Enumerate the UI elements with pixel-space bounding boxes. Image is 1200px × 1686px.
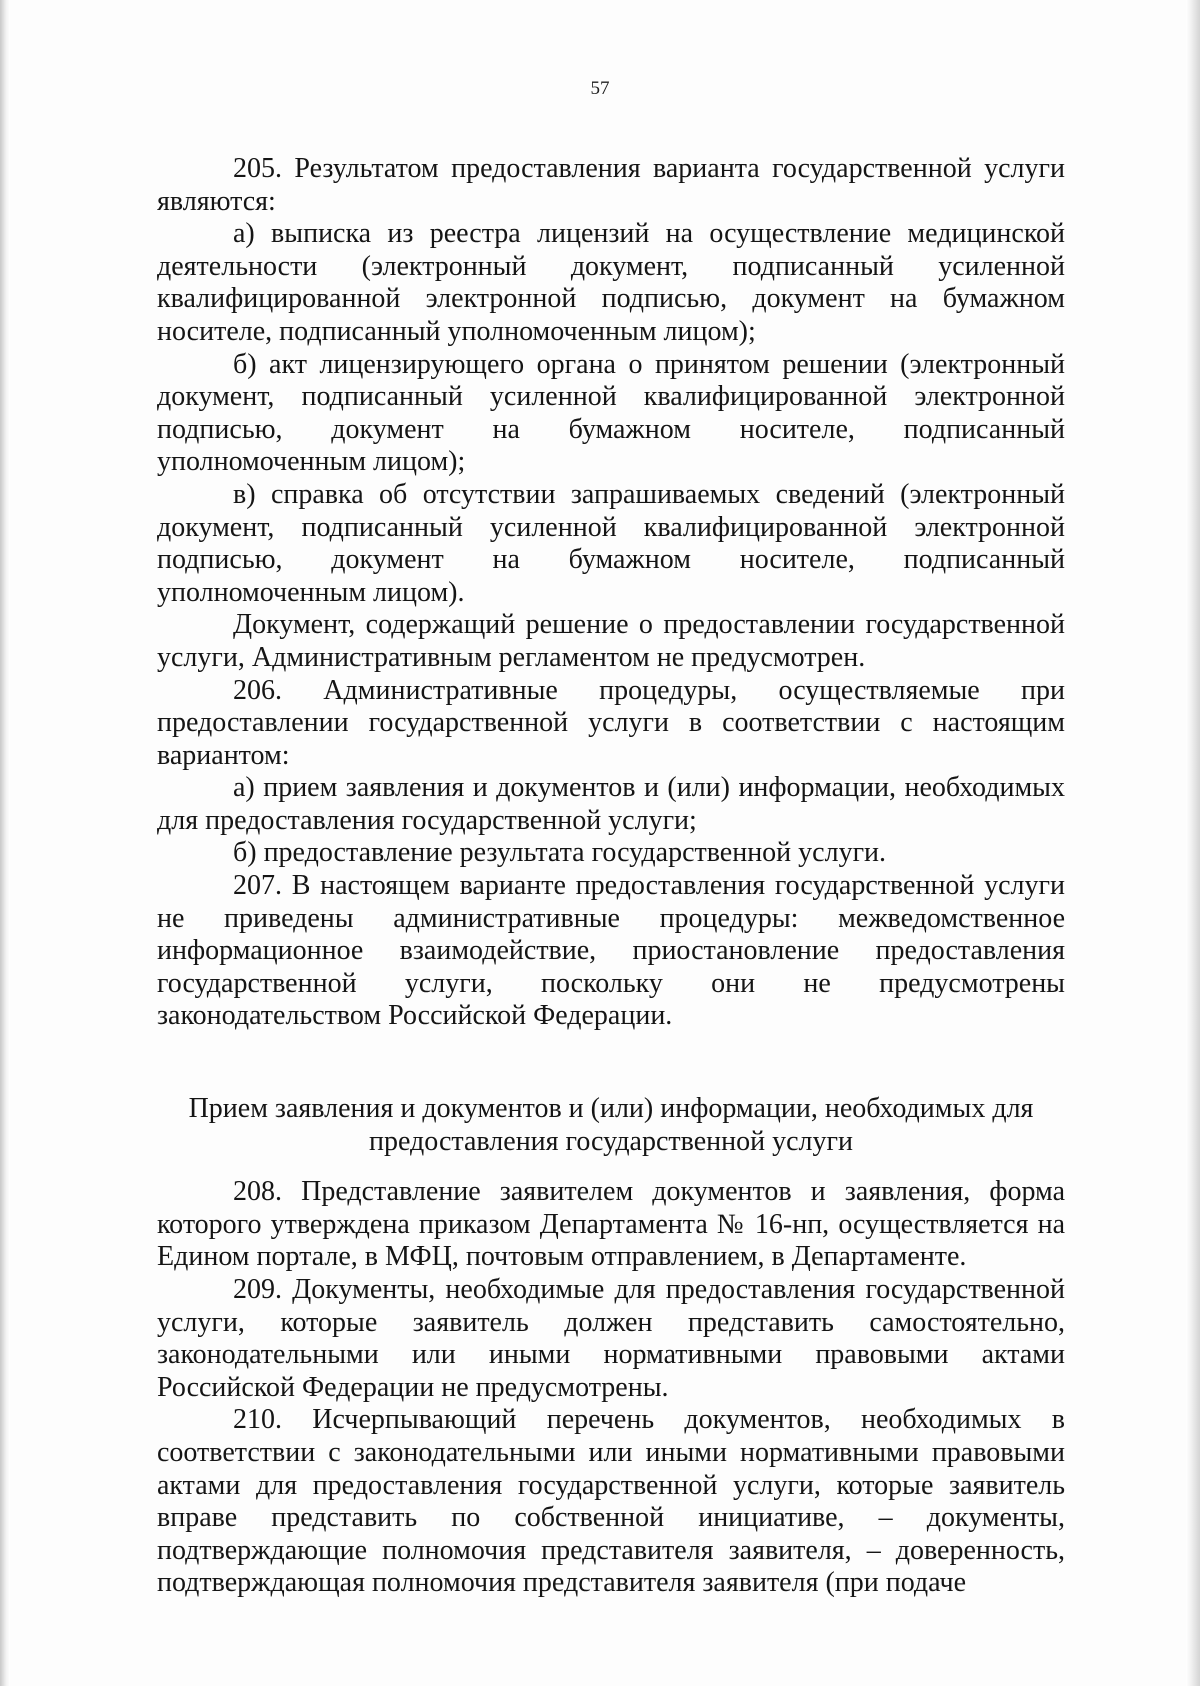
paragraph-205: 205. Результатом предоставления варианта государственной услуги являются: [157,153,1065,217]
page-number: 57 [590,78,610,99]
paragraph-205-v: в) справка об отсутствии запрашиваемых сведений (электронный документ, подписанный усиленной квалифицированной электронной подписью, документ на бумажном носителе, подписанный уполномоченным лицом). [157,478,1065,608]
paragraph-206-a: а) прием заявления и документов и (или) информации, необходимых для предоставления государственной услуги; [157,772,1065,836]
paragraph-205-a: а) выписка из реестра лицензий на осуществление медицинской деятельности (электронный документ, подписанный усиленной квалифицированной электронной подписью, документ на бумажном носителе, подписанный уполномоченным лицом); [157,218,1065,347]
section-heading: Прием заявления и документов и (или) информации, необходимых для предоставления государственной услуги [188,1093,1034,1157]
paragraph-209: 209. Документы, необходимые для предоставления государственной услуги, которые заявитель должен представить самостоятельно, законодательными или иными нормативными правовыми актами Российской Федерации не предусмотрены. [157,1274,1065,1403]
paragraph-206: 206. Административные процедуры, осуществляемые при предоставлении государственной услуги в соответствии с настоящим вариантом: [157,674,1065,771]
paragraph-decision-note: Документ, содержащий решение о предоставлении государственной услуги, Административным регламентом не предусмотрен. [157,609,1065,673]
paragraph-210: 210. Исчерпывающий перечень документов, необходимых в соответствии с законодательными или иными нормативными правовыми актами для предоставления государственной услуги, которые заявитель вправе представить по собственной инициативе, – документы, подтверждающие полномочия представителя заявителя, – доверенность, подтверждающая полномочия представителя заявителя (при подаче [157,1404,1065,1599]
document-body [157,153,1065,1600]
scan-edge-right [1186,0,1200,1686]
paragraph-206-b: б) предоставление результата государственной услуги. [233,837,887,869]
paragraph-205-b: б) акт лицензирующего органа о принятом решении (электронный документ, подписанный усиленной квалифицированной электронной подписью, документ на бумажном носителе, подписанный уполномоченным лицом); [157,348,1065,478]
paragraph-208: 208. Представление заявителем документов и заявления, форма которого утверждена приказом Департамента № 16-нп, осуществляется на Едином портале, в МФЦ, почтовым отправлением, в Департаменте. [157,1176,1065,1273]
paragraph-207: 207. В настоящем варианте предоставления государственной услуги не приведены административные процедуры: межведомственное информационное взаимодействие, приостановление предоставления государственной услуги, поскольку они не предусмотрены законодательством Российской Федерации. [157,870,1065,1032]
scan-edge-left [0,0,10,1686]
